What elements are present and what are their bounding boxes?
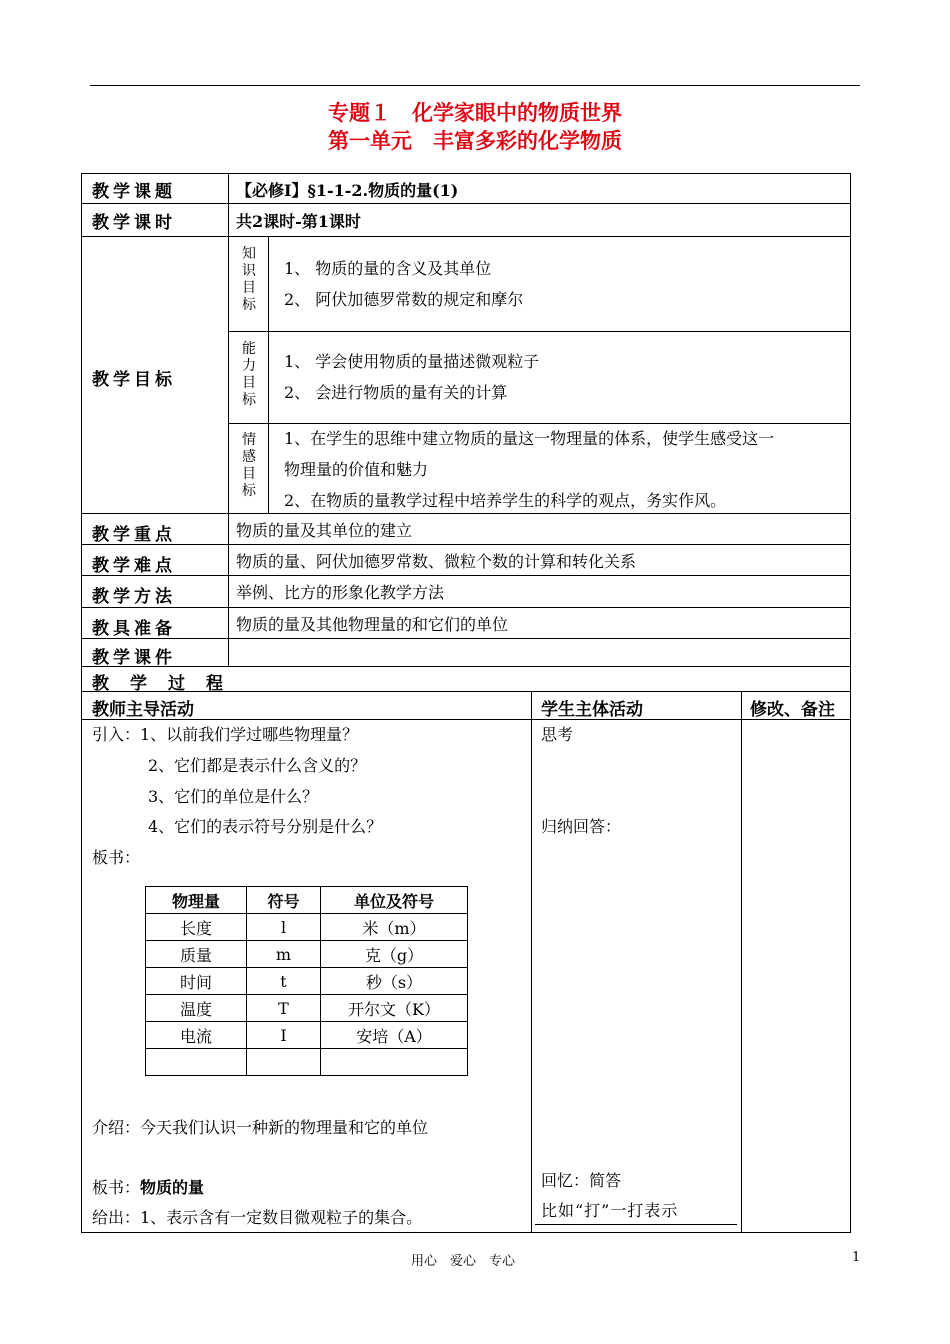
teacher-line-4: 4、它们的表示符号分别是什么？: [148, 817, 383, 836]
table-cell: I: [247, 1022, 321, 1049]
topic-label: 教学课题: [92, 182, 176, 202]
key-label: 教学重点: [92, 525, 176, 545]
example-underline: [535, 1224, 737, 1225]
tools-label: 教具准备: [92, 619, 176, 639]
teacher-line-2: 2、它们都是表示什么含义的？: [148, 756, 367, 775]
table-cell: 电流: [146, 1022, 247, 1049]
table-row: [146, 995, 468, 1022]
header-quantity: 物理量: [146, 887, 247, 914]
table-row: [146, 941, 468, 968]
table-cell: m: [247, 941, 321, 968]
knowledge-item-2: 2、 阿伏加德罗常数的规定和摩尔: [284, 290, 524, 309]
table-cell: 安培（A）: [321, 1022, 468, 1049]
table-cell: [247, 1049, 321, 1076]
topic-value: 【必修Ⅰ】§1-1-2.物质的量(1): [236, 181, 459, 200]
teacher-line-3: 3、它们的单位是什么？: [148, 787, 319, 806]
knowledge-tag: 知识目标: [242, 246, 256, 313]
ability-item-2: 2、 会进行物质的量有关的计算: [284, 383, 508, 402]
emotion-item-1: 1、在学生的思维中建立物质的量这一物理量的体系，使学生感受这一: [284, 429, 775, 448]
col-teacher-header: 教师主导活动: [92, 700, 194, 720]
board-line: [92, 1175, 204, 1198]
table-cell: 时间: [146, 968, 247, 995]
process-heading: 教 学 过 程: [92, 674, 225, 694]
student-summary: 归纳回答：: [541, 817, 622, 836]
teacher-line-1: 引入：1、以前我们学过哪些物理量？: [92, 725, 359, 744]
difficulty-value: 物质的量、阿伏加德罗常数、微粒个数的计算和转化关系: [236, 552, 637, 571]
intro-line: 介绍：今天我们认识一种新的物理量和它的单位: [92, 1118, 429, 1137]
table-cell: 开尔文（K）: [321, 995, 468, 1022]
table-cell: 长度: [146, 914, 247, 941]
board-topic: 物质的量: [140, 1178, 205, 1197]
table-cell: [321, 1049, 468, 1076]
table-cell: l: [247, 914, 321, 941]
emotion-item-3: 2、在物质的量教学过程中培养学生的科学的观点，务实作风。: [284, 491, 727, 510]
student-recall: 回忆：简答: [541, 1171, 622, 1190]
title-line-2: 第一单元 丰富多彩的化学物质: [328, 129, 622, 153]
page-number: 1: [852, 1250, 861, 1265]
board-prefix: 板书：: [92, 1178, 141, 1197]
quantities-table: [145, 886, 468, 1076]
give-line: 给出：1、表示含有一定数目微观粒子的集合。: [92, 1208, 423, 1227]
table-row: [146, 914, 468, 941]
title-line-1: 专题１ 化学家眼中的物质世界: [328, 101, 622, 125]
table-header-row: [146, 887, 468, 914]
header-rule: [90, 85, 860, 86]
table-row: [146, 1049, 468, 1076]
table-cell: T: [247, 995, 321, 1022]
knowledge-item-1: 1、 物质的量的含义及其单位: [284, 259, 492, 278]
student-example: 比如“打”一打表示: [541, 1201, 679, 1220]
header-symbol: 符号: [247, 887, 321, 914]
emotion-item-2: 物理量的价值和魅力: [284, 460, 429, 479]
courseware-label: 教学课件: [92, 648, 176, 668]
table-row: [146, 1022, 468, 1049]
ability-tag: 能力目标: [242, 341, 256, 408]
table-cell: 克（g）: [321, 941, 468, 968]
hours-value: 共2课时-第1课时: [236, 212, 361, 231]
table-cell: t: [247, 968, 321, 995]
footer-slogan: 用心 爱心 专心: [411, 1254, 516, 1269]
ability-item-1: 1、 学会使用物质的量描述微观粒子: [284, 352, 540, 371]
col-notes-header: 修改、备注: [750, 700, 835, 720]
objectives-label: 教学目标: [92, 370, 176, 390]
table-cell: 秒（s）: [321, 968, 468, 995]
header-unit: 单位及符号: [321, 887, 468, 914]
method-label: 教学方法: [92, 587, 176, 607]
table-cell: 米（m）: [321, 914, 468, 941]
difficulty-label: 教学难点: [92, 556, 176, 576]
student-think: 思考: [541, 725, 574, 744]
table-cell: [146, 1049, 247, 1076]
table-cell: 温度: [146, 995, 247, 1022]
hours-label: 教学课时: [92, 213, 176, 233]
key-value: 物质的量及其单位的建立: [236, 521, 413, 540]
col-student-header: 学生主体活动: [541, 700, 643, 720]
teacher-line-5: 板书：: [92, 848, 141, 867]
table-row: [146, 968, 468, 995]
table-cell: 质量: [146, 941, 247, 968]
tools-value: 物质的量及其他物理量的和它们的单位: [236, 615, 509, 634]
emotion-tag: 情感目标: [242, 432, 256, 499]
method-value: 举例、比方的形象化教学方法: [236, 583, 445, 602]
